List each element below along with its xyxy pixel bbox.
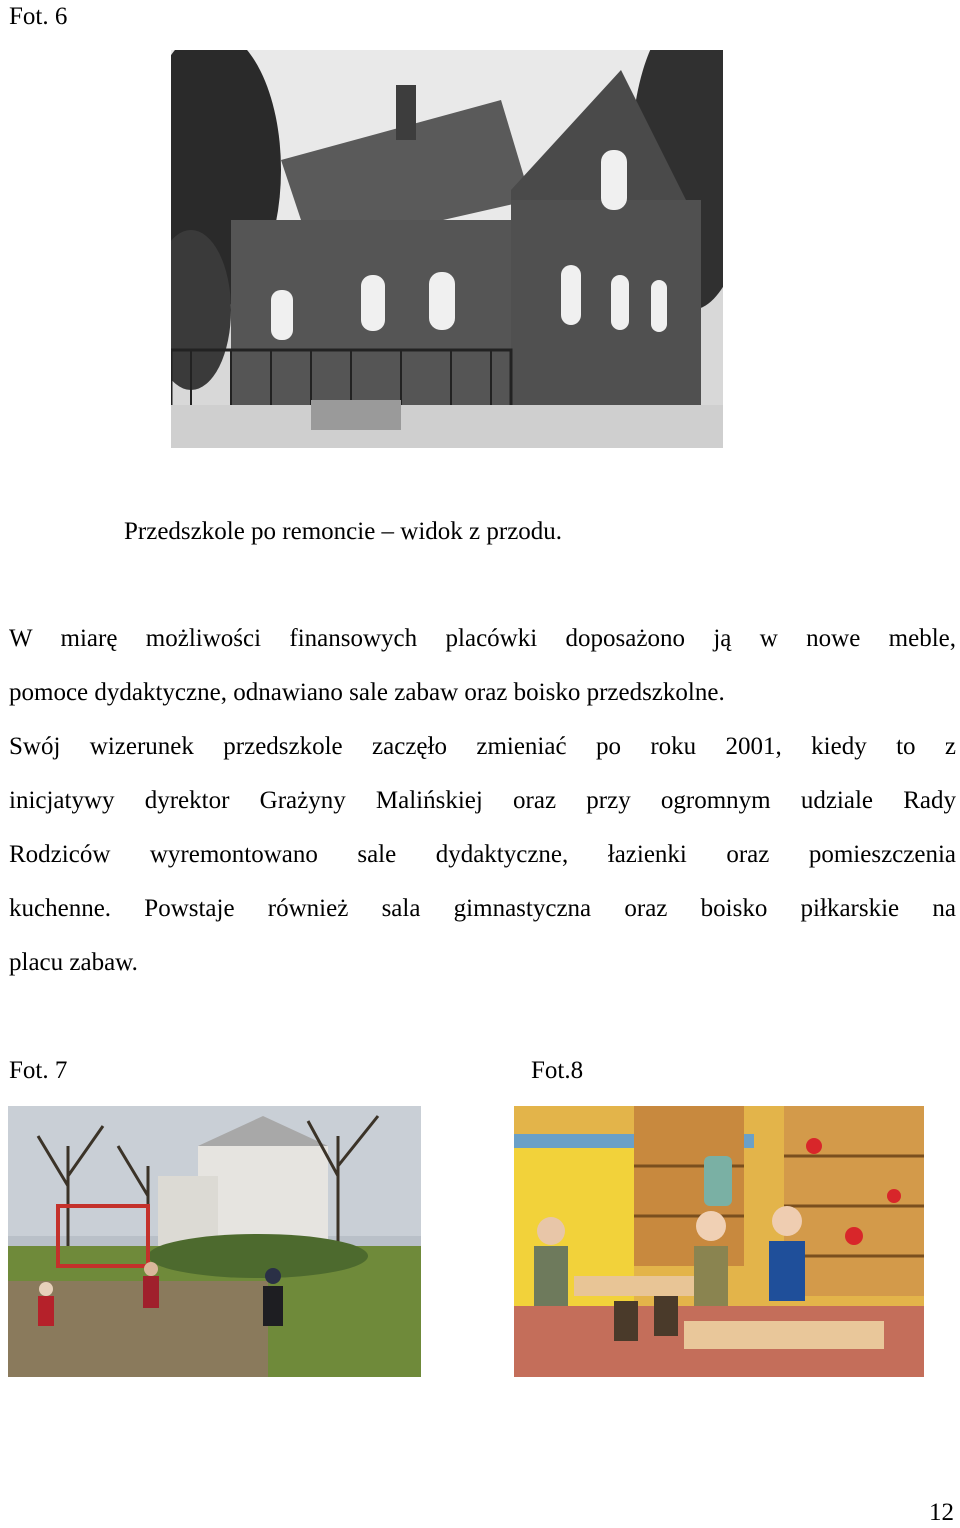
photo-6-label: Fot. 6 <box>9 3 68 30</box>
photo-8-classroom <box>514 1106 924 1377</box>
photo-6-caption: Przedszkole po remoncie – widok z przodu. <box>124 518 563 545</box>
body-paragraph <box>9 612 956 990</box>
paragraph-line: pomoce dydaktyczne, odnawiano sale zabaw oraz boisko przedszkolne. <box>9 679 725 706</box>
paragraph-line: placu zabaw. <box>9 949 138 976</box>
paragraph-line: W miarę możliwości finansowych placówki doposażono ją w nowe meble, <box>9 625 956 652</box>
paragraph-line: inicjatywy dyrektor Grażyny Malińskiej oraz przy ogromnym udziale Rady <box>9 787 956 814</box>
photo-7-label: Fot. 7 <box>9 1057 68 1084</box>
photo-6-building <box>171 50 723 448</box>
paragraph-line: Swój wizerunek przedszkole zaczęło zmieniać po roku 2001, kiedy to z <box>9 733 956 760</box>
photo-8-label: Fot.8 <box>531 1057 584 1084</box>
photo-7-playground <box>8 1106 421 1377</box>
paragraph-line: Rodziców wyremontowano sale dydaktyczne, łazienki oraz pomieszczenia <box>9 841 956 868</box>
paragraph-line: kuchenne. Powstaje również sala gimnastyczna oraz boisko piłkarskie na <box>9 895 956 922</box>
page-number: 12 <box>929 1499 954 1526</box>
